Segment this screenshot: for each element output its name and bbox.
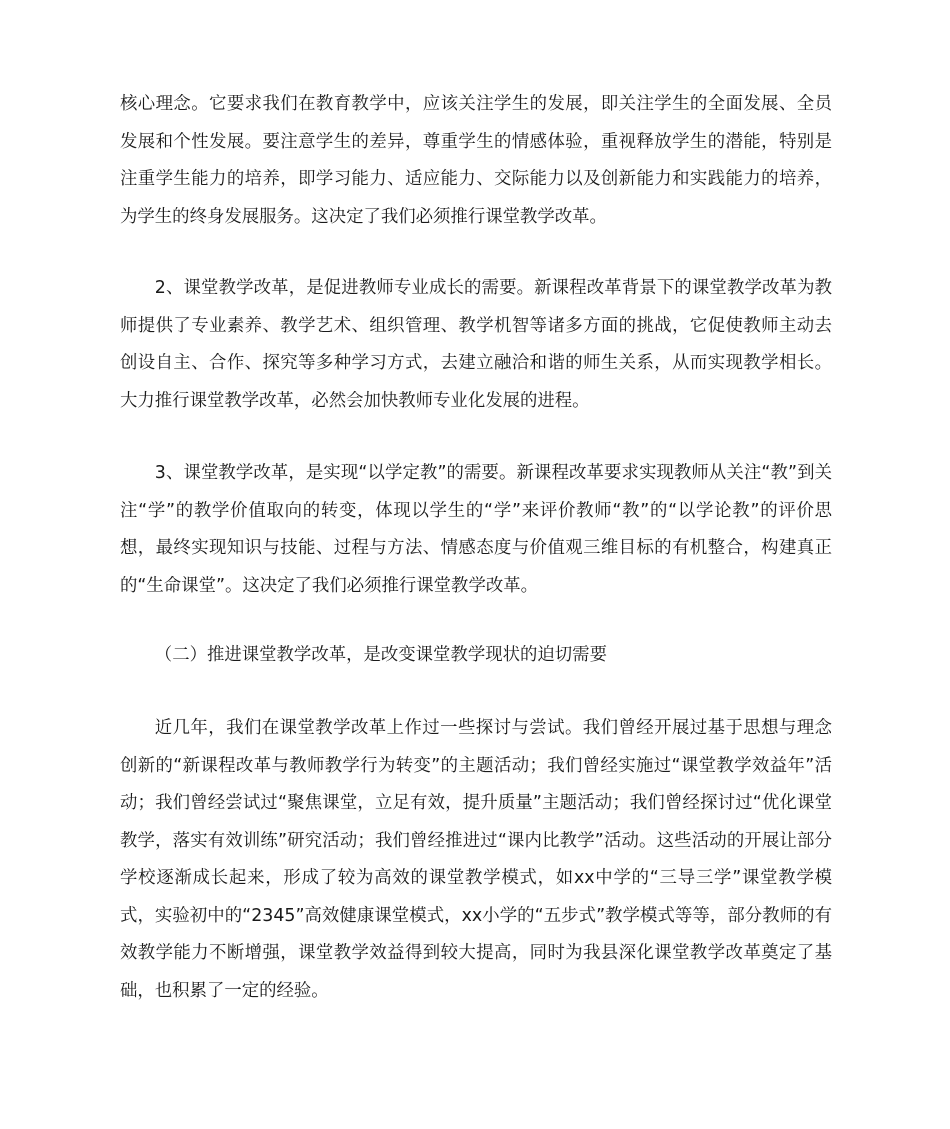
paragraph-recent-years: 近几年，我们在课堂教学改革上作过一些探讨与尝试。我们曾经开展过基于思想与理念创新的“新课程改革与教师教学行为转变”的主题活动；我们曾经实施过“课堂教学效益年”活动；我们曾经尝试过“聚焦课堂，立足有效，提升质量”主题活动；我们曾经探讨过“优化课堂教学，落实有效训练”研究活动；我们曾经推进过“课内比教学”活动。这些活动的开展让部分学校逐渐成长起来，形成了较为高效的课堂教学模式，如xx中学的“三导三学”课堂教学模式，实验初中的“2345”高效健康课堂模式，xx小学的“五步式”教学模式等等，部分教师的有效教学能力不断增强，课堂教学效益得到较大提高，同时为我县深化课堂教学改革奠定了基础，也积累了一定的经验。 [120, 718, 832, 1001]
paragraph-point-3: 3、课堂教学改革，是实现“以学定教”的需要。新课程改革要求实现教师从关注“教”到关注“学”的教学价值取向的转变，体现以学生的“学”来评价教师“教”的“以学论教”的评价思想，最终实现知识与技能、过程与方法、情感态度与价值观三维目标的有机整合，构建真正的“生命课堂”。这决定了我们必须推行课堂教学改革。 [120, 463, 832, 596]
paragraph-continued: 核心理念。它要求我们在教育教学中，应该关注学生的发展，即关注学生的全面发展、全员发展和个性发展。要注意学生的差异，尊重学生的情感体验，重视释放学生的潜能，特别是注重学生能力的培养，即学习能力、适应能力、交际能力以及创新能力和实践能力的培养，为学生的终身发展服务。这决定了我们必须推行课堂教学改革。 [120, 94, 832, 227]
section-heading: （二）推进课堂教学改革，是改变课堂教学现状的迫切需要 [154, 645, 607, 665]
paragraph-point-2: 2、课堂教学改革，是促进教师专业成长的需要。新课程改革背景下的课堂教学改革为教师提供了专业素养、教学艺术、组织管理、教学机智等诸多方面的挑战，它促使教师主动去创设自主、合作、探究等多种学习方式，去建立融洽和谐的师生关系，从而实现教学相长。大力推行课堂教学改革，必然会加快教师专业化发展的进程。 [120, 278, 832, 411]
